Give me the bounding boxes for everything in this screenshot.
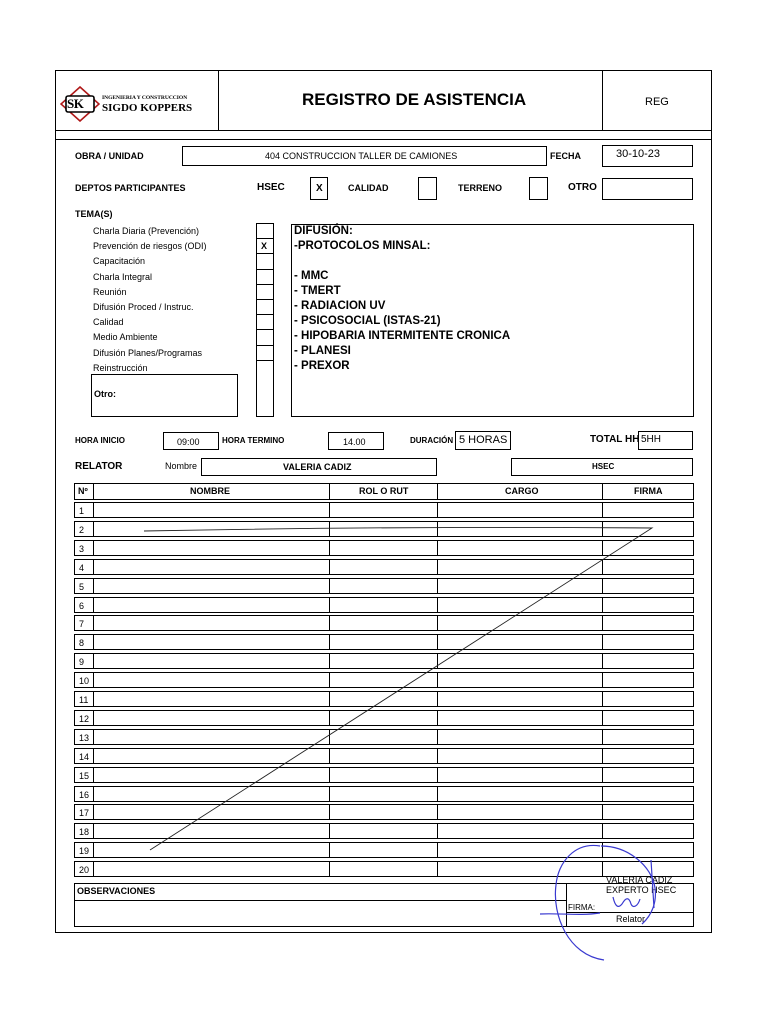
- table-row[interactable]: [74, 597, 694, 613]
- terreno-checkbox[interactable]: [529, 177, 548, 200]
- obra-value: 404 CONSTRUCCION TALLER DE CAMIONES: [265, 151, 458, 161]
- otro-tema-box[interactable]: [91, 374, 238, 417]
- otro-tema-label: Otro:: [94, 389, 116, 399]
- table-row[interactable]: [74, 540, 694, 556]
- deptos-label: DEPTOS PARTICIPANTES: [75, 183, 186, 193]
- table-row[interactable]: [74, 804, 694, 820]
- difusion-line: -PROTOCOLOS MINSAL:: [294, 240, 431, 252]
- tema-item-label: Difusión Planes/Programas: [93, 347, 203, 358]
- header-line: [55, 139, 712, 140]
- logo-name: SIGDO KOPPERS: [102, 102, 193, 114]
- row-number: 4: [79, 562, 85, 573]
- tema-item-label: Difusión Proced / Instruc.: [93, 302, 194, 312]
- hsec-checkbox[interactable]: [310, 177, 328, 200]
- difusion-line: - MMC: [294, 270, 329, 282]
- tema-item-label: Charla Diaria (Prevención): [93, 226, 200, 236]
- difusion-line: - PSICOSOCIAL (ISTAS-21): [294, 315, 441, 327]
- duracion-field[interactable]: [455, 431, 511, 450]
- difusion-line: - RADIACION UV: [294, 300, 386, 312]
- difusion-line: - PREXOR: [294, 360, 350, 372]
- relator-label: RELATOR: [75, 461, 123, 472]
- table-row[interactable]: [74, 615, 694, 631]
- table-row[interactable]: [74, 786, 694, 802]
- hora-termino-value: 14.00: [343, 437, 366, 447]
- tema-checkbox-column: [256, 223, 274, 417]
- row-number: 17: [79, 808, 90, 819]
- row-number: 20: [79, 865, 90, 876]
- relator-nombre-field[interactable]: [201, 458, 437, 476]
- firma-name: VALERIA CADIZ: [606, 875, 673, 885]
- row-number: 13: [79, 732, 90, 743]
- page-title: REGISTRO DE ASISTENCIA: [302, 90, 527, 109]
- difusion-line: - PLANESI: [294, 345, 351, 357]
- col-header-firma: FIRMA: [634, 486, 663, 496]
- table-row[interactable]: [74, 521, 694, 537]
- table-row[interactable]: [74, 559, 694, 575]
- calidad-checkbox[interactable]: [418, 177, 437, 200]
- fecha-label: FECHA: [550, 151, 581, 161]
- col-header-rol: ROL O RUT: [359, 486, 409, 496]
- table-header: [74, 483, 694, 500]
- row-number: 18: [79, 827, 90, 838]
- col-header-num: Nº: [78, 486, 88, 496]
- duracion-label: DURACIÓN: [410, 436, 454, 445]
- tema-check-mark: X: [261, 241, 268, 252]
- header-line: [55, 130, 712, 131]
- duracion-value: 5 HORAS: [459, 434, 508, 446]
- table-row[interactable]: [74, 578, 694, 594]
- observaciones-label: OBSERVACIONES: [77, 886, 156, 896]
- row-number: 14: [79, 751, 90, 762]
- row-number: 12: [79, 713, 90, 724]
- table-row[interactable]: [74, 767, 694, 783]
- row-number: 11: [79, 695, 89, 705]
- observaciones-box[interactable]: [74, 883, 567, 927]
- table-row[interactable]: [74, 653, 694, 669]
- hora-inicio-field[interactable]: [163, 432, 219, 450]
- header-divider: [602, 70, 603, 130]
- hora-inicio-value: 09:00: [177, 437, 200, 447]
- row-number: 15: [79, 770, 90, 781]
- logo-subtitle: INGENIERIA Y CONSTRUCCION: [102, 95, 188, 101]
- tema-item-label: Calidad: [93, 317, 124, 328]
- hora-termino-label: HORA TERMINO: [222, 436, 285, 445]
- obra-field[interactable]: [182, 146, 547, 166]
- firma-role: EXPERTO HSEC: [606, 885, 677, 895]
- tema-item-label: Medio Ambiente: [93, 332, 158, 343]
- row-number: 8: [79, 638, 85, 649]
- total-hh-value: 5HH: [641, 434, 662, 445]
- row-number: 10: [79, 676, 90, 687]
- row-number: 7: [79, 619, 85, 630]
- hora-inicio-label: HORA INICIO: [75, 436, 125, 445]
- table-row[interactable]: [74, 842, 694, 858]
- firma-label: FIRMA:: [568, 903, 596, 912]
- row-number: 3: [79, 543, 85, 554]
- relator-nombre-value: VALERIA CADIZ: [283, 462, 352, 472]
- col-header-cargo: CARGO: [505, 486, 539, 496]
- table-row[interactable]: [74, 823, 694, 839]
- difusion-line: DIFUSIÓN:: [294, 225, 353, 237]
- obra-label: OBRA / UNIDAD: [75, 151, 144, 161]
- relator-area-field[interactable]: [511, 458, 693, 476]
- company-logo: [60, 86, 215, 124]
- difusion-line: - HIPOBARIA INTERMITENTE CRONICA: [294, 330, 511, 342]
- row-number: 2: [79, 524, 85, 535]
- otro-label: OTRO: [568, 182, 597, 193]
- row-number: 19: [79, 846, 90, 857]
- tema-item-label: Reunión: [93, 286, 127, 297]
- row-number: 9: [79, 657, 85, 668]
- row-number: 5: [79, 581, 85, 592]
- row-number: 1: [79, 506, 85, 516]
- table-row[interactable]: [74, 710, 694, 726]
- calidad-label: CALIDAD: [348, 183, 389, 193]
- tema-item-label: Reinstrucción: [93, 362, 148, 373]
- difusion-line: - TMERT: [294, 285, 341, 297]
- tema-item-label: Charla Integral: [93, 271, 153, 282]
- table-row[interactable]: [74, 502, 694, 518]
- table-row[interactable]: [74, 691, 694, 707]
- table-row[interactable]: [74, 861, 694, 877]
- total-hh-label: TOTAL HH: [590, 434, 640, 445]
- total-hh-field[interactable]: [638, 431, 693, 450]
- col-header-nombre: NOMBRE: [190, 486, 230, 496]
- relator-caption: Relator: [616, 914, 646, 924]
- hora-termino-field[interactable]: [328, 432, 384, 450]
- logo-mark: SK: [67, 96, 84, 111]
- fecha-value: 30-10-23: [616, 148, 661, 160]
- table-row[interactable]: [74, 748, 694, 764]
- nombre-label: Nombre: [165, 461, 198, 471]
- terreno-label: TERRENO: [458, 183, 503, 193]
- tema-item-label: Prevención de riesgos (ODI): [93, 241, 207, 252]
- fecha-field[interactable]: [602, 145, 693, 167]
- hsec-label: HSEC: [257, 182, 285, 193]
- row-number: 6: [79, 600, 85, 611]
- hsec-check-mark: X: [316, 183, 323, 194]
- table-row[interactable]: [74, 729, 694, 745]
- table-row[interactable]: [74, 634, 694, 650]
- table-row[interactable]: [74, 672, 694, 688]
- relator-area-value: HSEC: [592, 462, 615, 471]
- header-divider: [218, 70, 219, 130]
- tema-label: TEMA(S): [75, 209, 113, 219]
- otro-field[interactable]: [602, 178, 693, 200]
- row-number: 16: [79, 789, 90, 800]
- form-code: REG: [645, 96, 669, 108]
- tema-item-label: Capacitación: [93, 256, 146, 267]
